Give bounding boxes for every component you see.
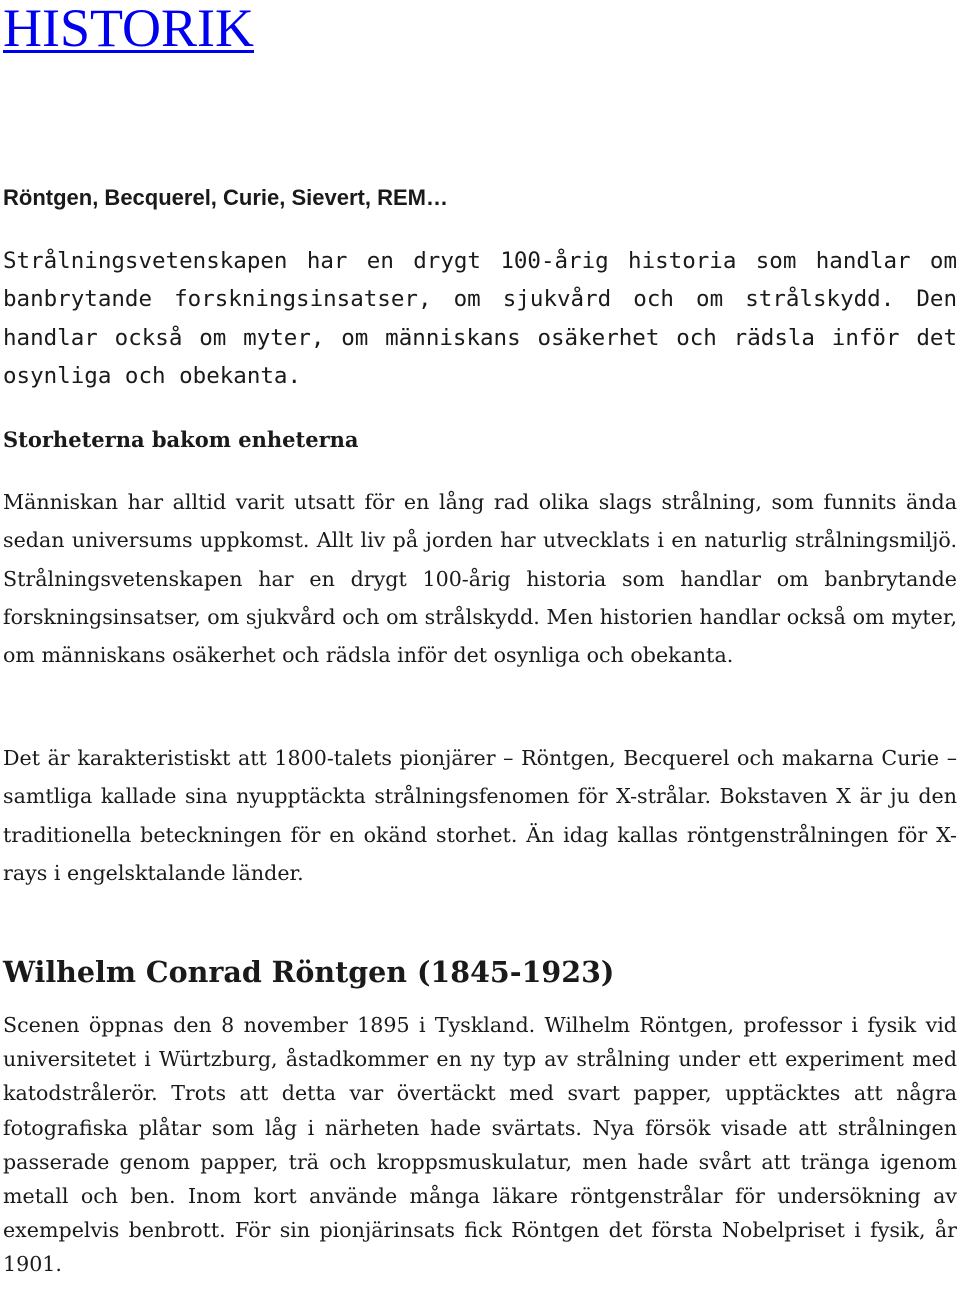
- intro-heading: Röntgen, Becquerel, Curie, Sievert, REM…: [3, 185, 448, 210]
- section-paragraph-1: Människan har alltid varit utsatt för en lång rad olika slags strålning, som funnits ända sedan universums uppkomst. Allt liv på jorden har utvecklats i en naturlig strålningsmiljö. Strålningsvetenskapen har en drygt 100-årig historia som handlar om banbrytande forskningsinsatser, om sjukvård och om strålskydd. Men historien handlar också om myter, om människans osäkerhet och rädsla inför det osynliga och obekanta.: [3, 490, 957, 668]
- rontgen-paragraph: Scenen öppnas den 8 november 1895 i Tyskland. Wilhelm Röntgen, professor i fysik vid universitetet i Würtzburg, åstadkommer en ny typ av strålning under ett experiment med katodstrålerör. Trots att detta var övertäckt med svart papper, upptäcktes att några fotografiska plåtar som låg i närheten hade svärtats. Nya försök visade att strålningen passerade genom papper, trä och kroppsmuskulatur, men hade svårt att tränga igenom metall och ben. Inom kort använde många läkare röntgenstrålar för undersökning av exempelvis benbrott. För sin pionjärinsats fick Röntgen det första Nobelpriset i fysik, år 1901.: [3, 1013, 957, 1277]
- section-paragraph-2: Det är karakteristiskt att 1800-talets pionjärer – Röntgen, Becquerel och makarna Curie – samtliga kallade sina nyupptäckta strålningsfenomen för X-strålar. Bokstaven X är ju den traditionella beteckningen för en okänd storhet. Än idag kallas röntgenstrålningen för X-rays i engelsktalande länder.: [3, 746, 957, 885]
- page-title-link[interactable]: HISTORIK: [3, 0, 255, 58]
- intro-paragraph: Strålningsvetenskapen har en drygt 100-årig historia som handlar om banbrytande forskningsinsatser, om sjukvård och om strålskydd. Den handlar också om myter, om människans osäkerhet och rädsla inför det osynliga och obekanta.: [3, 248, 957, 389]
- rontgen-heading: Wilhelm Conrad Röntgen (1845-1923): [3, 955, 615, 989]
- section-heading: Storheterna bakom enheterna: [3, 427, 359, 452]
